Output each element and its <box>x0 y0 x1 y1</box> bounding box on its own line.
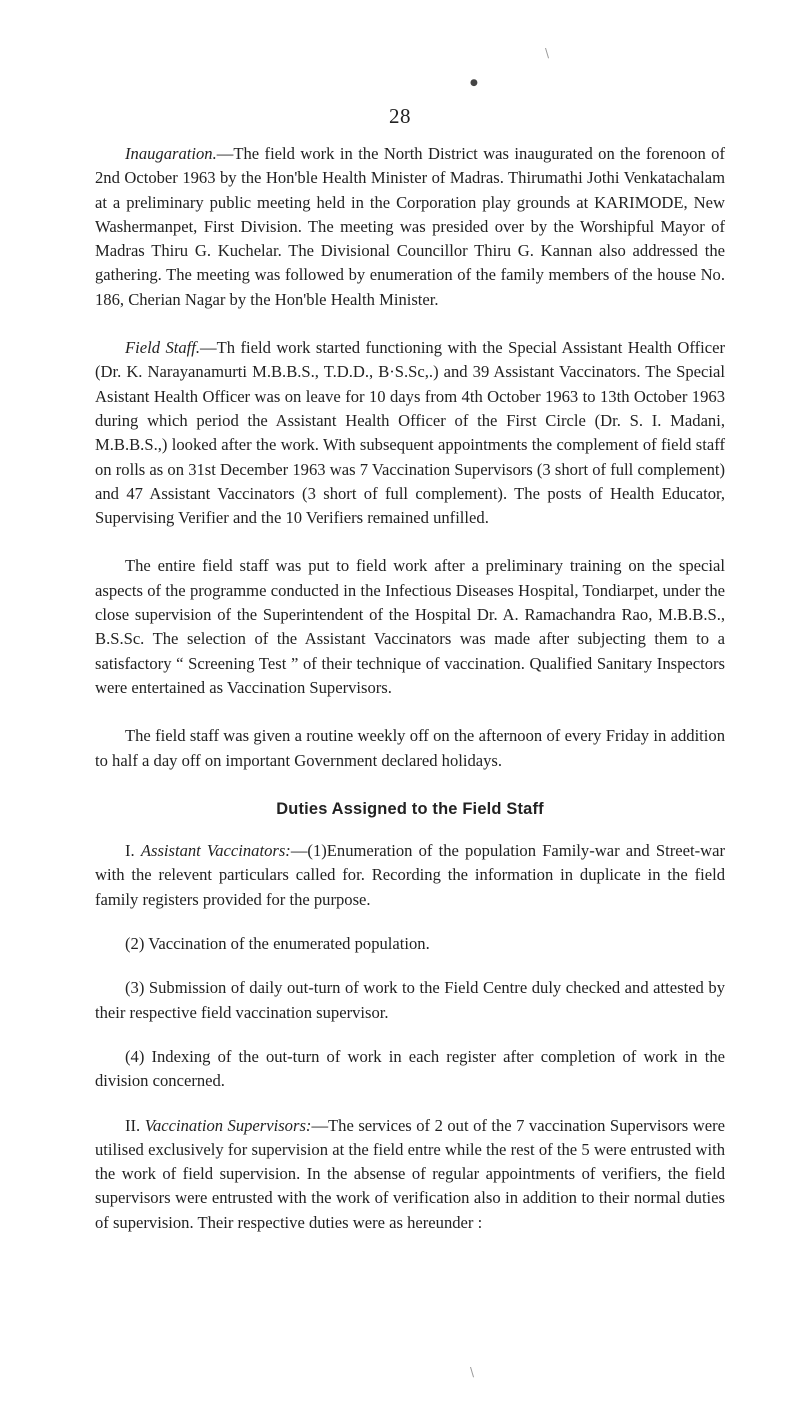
duty-item-vaccination <box>95 932 725 956</box>
duty-text: —The services of 2 out of the 7 vaccination Supervisors were utilised exclusively for supervision at the field entre while the rest of the 5 were entrusted with the work of field supervision. In the absense of regular appointments of verifiers, the field supervisors were entrusted with the work of verification also in addition to their normal duties of supervision. Their respective duties were as hereunder : <box>95 1115 725 1232</box>
paragraph-text: —The field work in the North District was inaugurated on the forenoon of 2nd October 1963 by the Hon'ble Health Minister of Madras. Thirumathi Jothi Venkatachalam at a preliminary public meeting held in the Corporation play grounds at KARIMODE, New Washermanpet, First Division. The meeting was presided over by the Worshipful Mayor of Madras Thiru G. Kuchelar. The Divisional Councillor Thiru G. Kannan also addressed the gathering. The meeting was followed by enumeration of the family members of the house No. 186, Cherian Nagar by the Hon'ble Health Minister. <box>95 144 725 309</box>
paragraph-field-staff <box>95 336 725 530</box>
duty-item-vaccination-supervisors <box>95 1114 725 1235</box>
duty-prefix: I. <box>125 841 141 861</box>
duty-item-assistant-vaccinators <box>95 839 725 912</box>
paragraph-training <box>95 554 725 700</box>
duty-lead: Assistant Vaccinators: <box>140 841 291 861</box>
scan-speck: \ <box>470 1365 475 1379</box>
duty-prefix: II. <box>125 1115 145 1135</box>
paragraph-text: —Th field work started functioning with the Special Assistant Health Officer (Dr. K. Narayanamurti M.B.B.S., T.D.D., B·S.Sc,.) and 39 Assistant Vaccinators. The Special Asistant Health Officer was on leave for 10 days from 4th October 1963 to 13th October 1963 during which period the Assistant Health Officer of the First Circle (Dr. S. I. Madani, M.B.B.S.,) looked after the work. With subsequent appointments the complement of field staff on rolls as on 31st December 1963 was 7 Vaccination Supervisors (3 short of full complement) and 47 Assistant Vaccinators (3 short of full complement). The posts of Health Educator, Supervising Verifier and the 10 Verifiers remained unfilled. <box>95 338 725 528</box>
duty-text: —(1)Enumeration of the population Family-war and Street-war with the relevent particulars called for. Recording the information in duplicate in the field family registers provided for the purpose. <box>95 841 725 909</box>
duty-text: (4) Indexing of the out-turn of work in each register after completion of work in the division concerned. <box>95 1046 725 1091</box>
duty-text: (3) Submission of daily out-turn of work to the Field Centre duly checked and attested by their respective field vaccination supervisor. <box>95 978 725 1022</box>
section-heading: Duties Assigned to the Field Staff <box>276 799 544 818</box>
duty-text: (2) Vaccination of the enumerated population. <box>125 934 430 954</box>
paragraph-text: The field staff was given a routine weekly off on the afternoon of every Friday in addition to half a day off on important Government declared holidays. <box>95 726 725 770</box>
duty-item-indexing <box>95 1045 725 1094</box>
paragraph-text: The entire field staff was put to field work after a preliminary training on the special aspects of the programme conducted in the Infectious Diseases Hospital, Tondiarpet, under the close supervision of the Superintendent of the Hospital Dr. A. Ramachandra Rao, M.B.B.S., B.S.Sc. The selection of the Assistant Vaccinators was made after subjecting them to a satisfactory “ Screening Test ” of their technique of vaccination. Qualified Sanitary Inspectors were entertained as Vaccination Supervisors. <box>95 556 725 697</box>
page-number: 28 <box>389 104 411 128</box>
paragraph-lead: Inaugaration. <box>125 144 217 163</box>
duty-lead: Vaccination Supervisors: <box>144 1115 312 1135</box>
page-body <box>95 142 725 1255</box>
paragraph-inauguration <box>95 142 725 312</box>
paragraph-lead: Field Staff. <box>125 338 201 358</box>
scan-speck: \ <box>545 46 550 60</box>
paragraph-weekly-off <box>95 724 725 773</box>
duty-item-submission <box>95 976 725 1025</box>
scan-speck: ● <box>470 78 478 88</box>
